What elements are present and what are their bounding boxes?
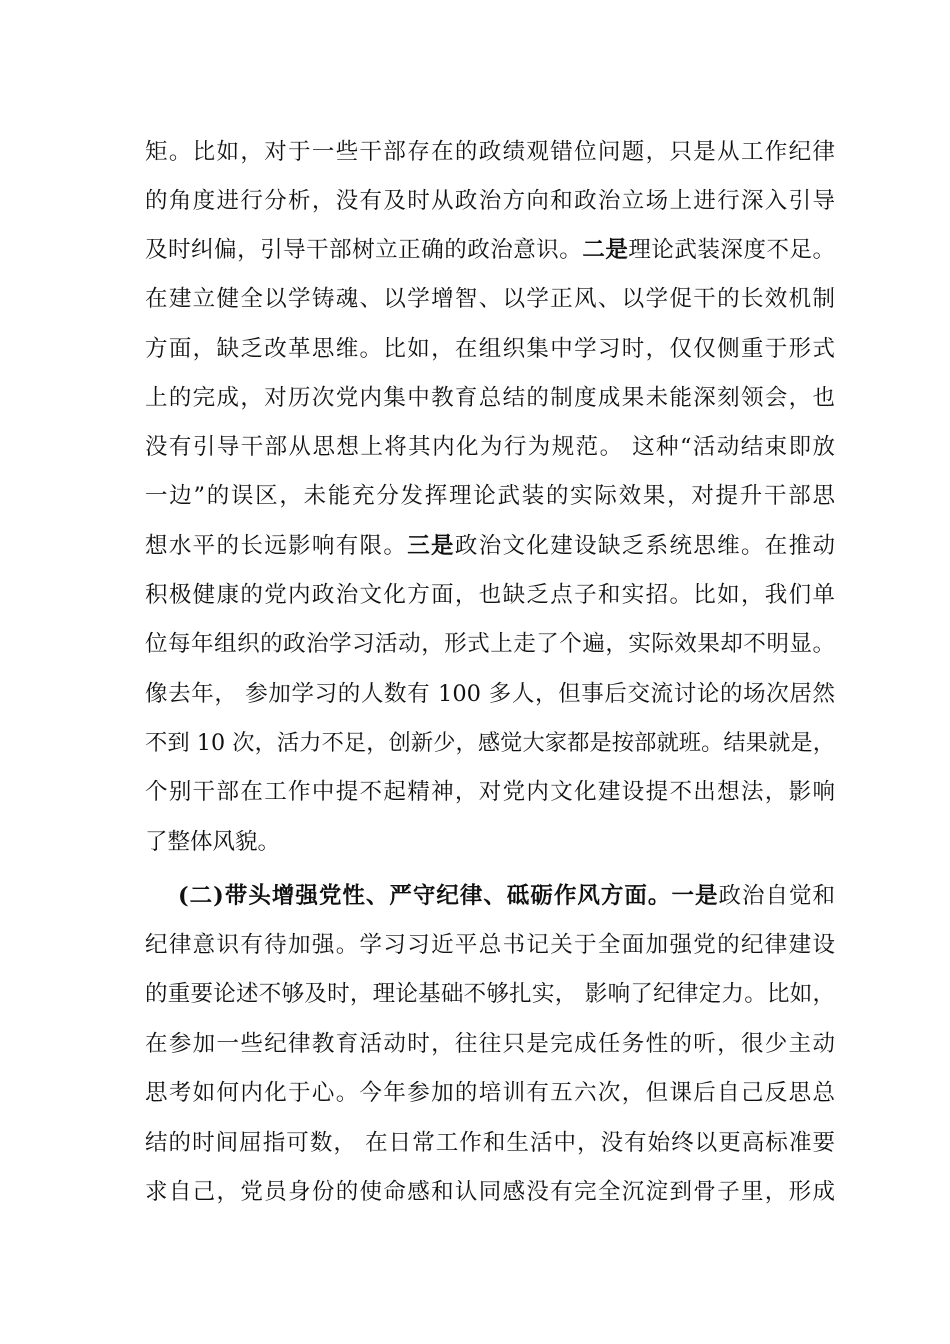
text-line — [145, 923, 835, 967]
text-line — [145, 622, 835, 666]
text-run: 政治自觉和 — [718, 883, 835, 909]
text-run: 了整体风貌。 — [145, 829, 281, 855]
text-run: 纪律意识有待加强。学习习近平总书记关于全面加强党的纪律建设 — [145, 932, 835, 958]
text-line — [145, 1170, 835, 1214]
text-run: 位每年组织的政治学习活动，形式上走了个遍，实际效果却不明显。 — [145, 631, 835, 657]
text-line — [145, 1071, 835, 1115]
text-run: 上的完成，对历次党内集中教育总结的制度成果未能深刻领会，也 — [145, 385, 835, 411]
text-run: 方面，缺乏改革思维。比如，在组织集中学习时，仅仅侧重于形式 — [145, 336, 835, 362]
section-heading: (二)带头增强党性、严守纪律、砥砺作风方面。一是 — [178, 883, 719, 909]
text-line — [145, 524, 835, 568]
text-run: 理论武装深度不足。 — [628, 237, 835, 263]
bold-text-run: 三是 — [407, 533, 455, 559]
text-line — [145, 1022, 835, 1066]
text-line — [145, 376, 835, 420]
text-line — [145, 228, 835, 272]
text-run: 的重要论述不够及时，理论基础不够扎实， 影响了纪律定力。比如， — [145, 981, 835, 1007]
text-run: 的角度进行分析，没有及时从政治方向和政治立场上进行深入引导 — [145, 188, 835, 214]
text-run: 积极健康的党内政治文化方面，也缺乏点子和实招。比如，我们单 — [145, 582, 835, 608]
text-line — [145, 770, 835, 814]
text-line — [145, 327, 835, 371]
text-line — [145, 672, 835, 716]
text-run: 在参加一些纪律教育活动时，往往只是完成任务性的听，很少主动 — [145, 1031, 835, 1057]
text-line — [145, 425, 835, 469]
text-run: 不到 10 次，活力不足，创新少，感觉大家都是按部就班。结果就是， — [145, 730, 835, 756]
text-line — [145, 820, 835, 864]
text-line — [145, 179, 835, 223]
section-heading-line — [178, 874, 835, 918]
text-run: 政治文化建设缺乏系统思维。在推动 — [454, 533, 835, 559]
text-run: 矩。比如，对于一些干部存在的政绩观错位问题，只是从工作纪律 — [145, 139, 835, 165]
text-run: 在建立健全以学铸魂、以学增智、以学正风、以学促干的长效机制 — [145, 286, 835, 312]
text-run: 思考如何内化于心。今年参加的培训有五六次，但课后自己反思总 — [145, 1080, 835, 1106]
text-run: 个别干部在工作中提不起精神，对党内文化建设提不出想法，影响 — [145, 779, 835, 805]
text-line — [145, 721, 835, 765]
text-line — [145, 130, 835, 174]
text-line — [145, 277, 835, 321]
text-line — [145, 972, 835, 1016]
text-run: 及时纠偏，引导干部树立正确的政治意识。 — [145, 237, 583, 263]
text-run: 一边”的误区，未能充分发挥理论武装的实际效果，对提升干部思 — [145, 483, 835, 509]
text-line — [145, 573, 835, 617]
text-run: 想水平的长远影响有限。 — [145, 533, 408, 559]
text-run: 像去年， 参加学习的人数有 100 多人，但事后交流讨论的场次居然 — [145, 681, 835, 707]
text-line — [145, 1121, 835, 1165]
bold-text-run: 二是 — [582, 237, 629, 263]
text-run: 求自己，党员身份的使命感和认同感没有完全沉淀到骨子里，形成 — [145, 1179, 835, 1205]
text-run: 结的时间屈指可数， 在日常工作和生活中，没有始终以更高标准要 — [145, 1130, 835, 1156]
text-run: 没有引导干部从思想上将其内化为行为规范。 这种“活动结束即放 — [145, 434, 835, 460]
text-line — [145, 474, 835, 518]
